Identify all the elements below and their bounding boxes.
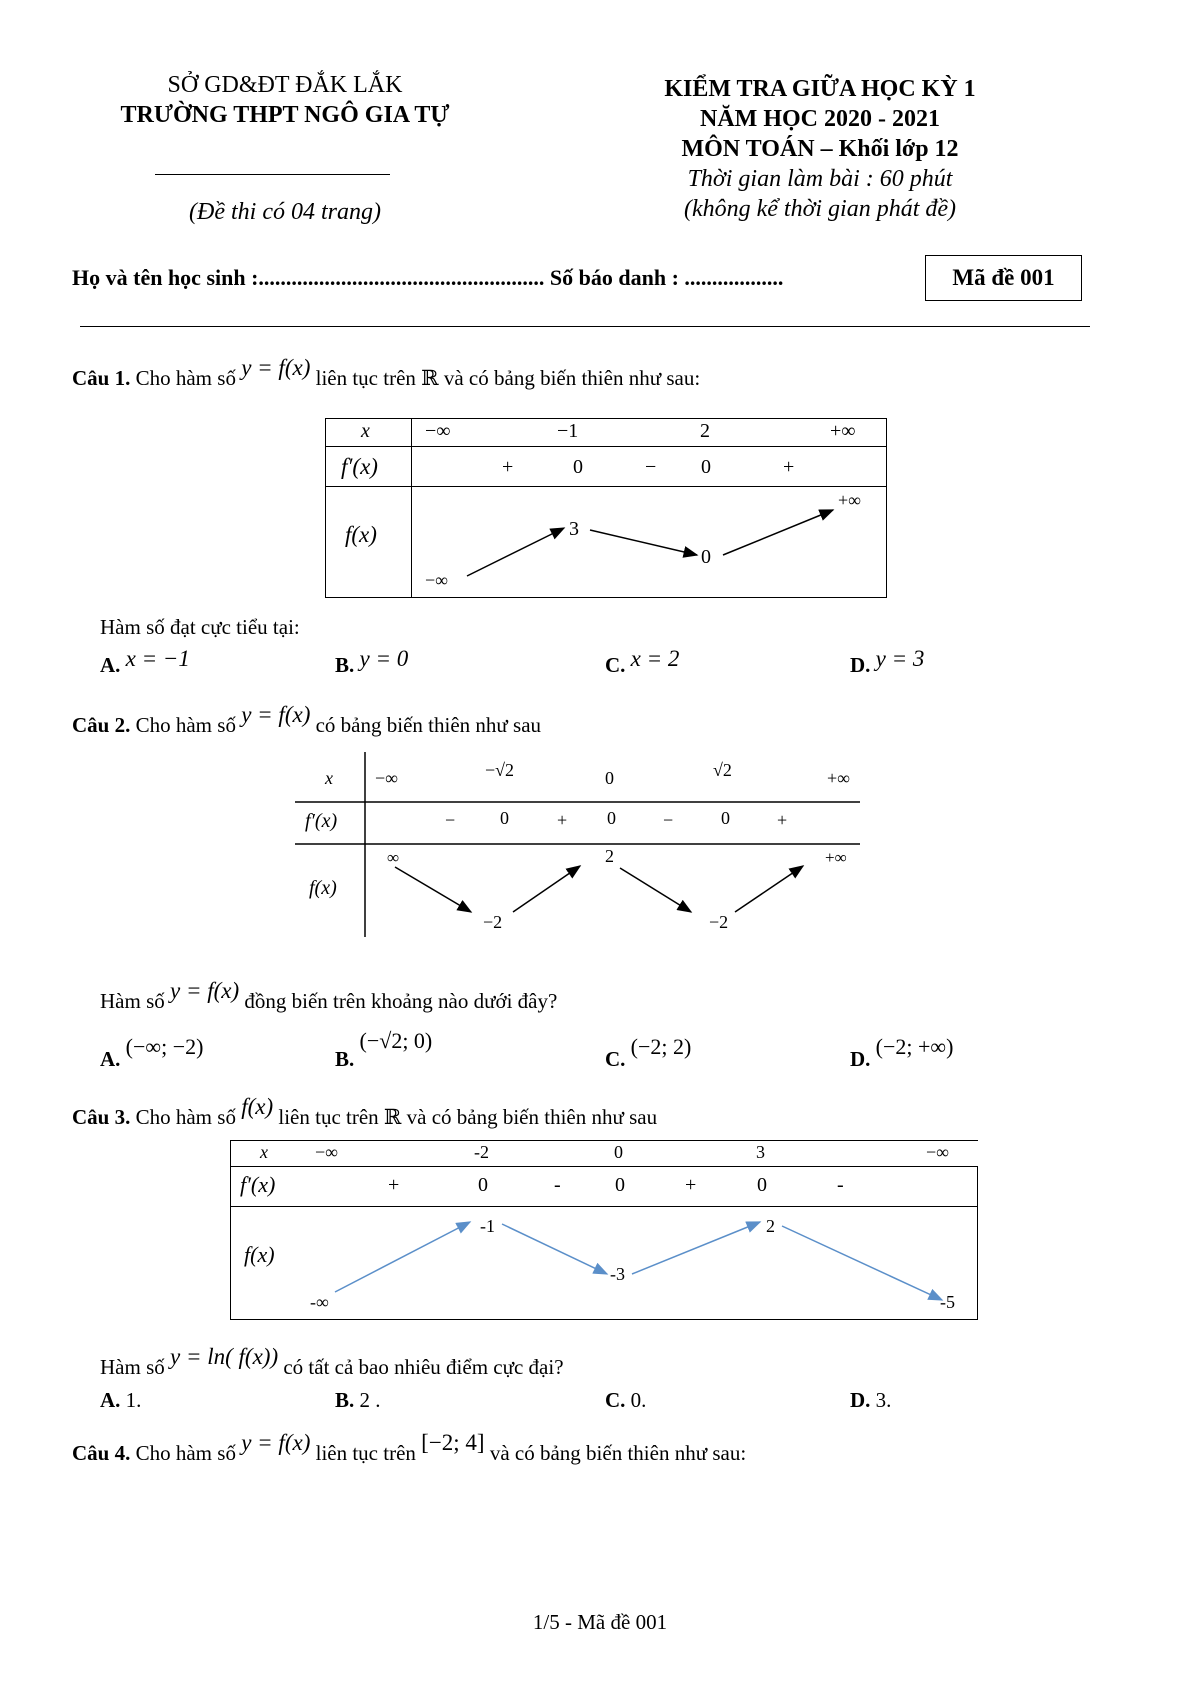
exam-title: KIỂM TRA GIỮA HỌC KỲ 1 xyxy=(664,76,976,102)
question-2-options xyxy=(0,1028,1200,1082)
question-4-label: Câu 4. xyxy=(72,1441,131,1465)
t2-sign-3: 0 xyxy=(607,808,616,828)
q1-text-2: liên tục trên ℝ và có bảng biến thiên như sau: xyxy=(315,366,701,390)
t1-x-3: +∞ xyxy=(830,420,856,442)
school-year: NĂM HỌC 2020 - 2021 xyxy=(700,106,940,132)
exam-header xyxy=(600,74,1040,224)
question-3-label: Câu 3. xyxy=(72,1105,131,1129)
time-note: (không kể thời gian phát đề) xyxy=(683,196,957,222)
t3-val-1: -1 xyxy=(480,1216,495,1236)
q4-math-1: y = f(x) xyxy=(241,1430,311,1455)
q1-math-1: y = f(x) xyxy=(241,355,311,380)
q1-option-a[interactable]: A. x = −1 xyxy=(100,646,190,677)
question-2-stem xyxy=(72,702,542,738)
q2-option-d[interactable]: D. (−2; +∞) xyxy=(850,1034,954,1071)
t3-sign-4: + xyxy=(685,1174,697,1196)
header-divider xyxy=(155,174,390,175)
school-name: TRƯỜNG THPT NGÔ GIA TỰ xyxy=(120,102,450,128)
t1-sign-0: + xyxy=(502,456,514,478)
variation-table-2 xyxy=(295,752,865,937)
q3-prompt-text-1: Hàm số xyxy=(100,1355,165,1379)
t1-x-2: 2 xyxy=(700,420,710,442)
t2-sign-4: − xyxy=(663,810,674,830)
t3-x-0: −∞ xyxy=(315,1142,338,1162)
t3-row-x: x xyxy=(260,1142,268,1162)
student-info-line: Họ và tên học sinh :.................................................... Số báo danh : .................. xyxy=(72,265,784,290)
variation-table-1 xyxy=(325,418,887,598)
q2-prompt-text-2: đồng biến trên khoảng nào dưới đây? xyxy=(244,989,558,1013)
t3-arrows xyxy=(230,1140,978,1320)
t1-row-f: f(x) xyxy=(345,522,377,547)
t2-x-3: √2 xyxy=(713,760,732,780)
t1-sign-2: − xyxy=(645,456,657,478)
q2-text-2: có bảng biến thiên như sau xyxy=(315,713,542,737)
t2-sign-5: 0 xyxy=(721,808,730,828)
t1-row-x: x xyxy=(361,420,370,442)
t2-val-1: −2 xyxy=(483,912,503,932)
info-divider xyxy=(80,326,1090,327)
q4-text-1: Cho hàm số xyxy=(135,1441,236,1465)
t1-val-3: +∞ xyxy=(838,490,861,510)
t1-val-0: −∞ xyxy=(425,570,448,590)
t3-sign-1: 0 xyxy=(478,1174,488,1196)
q2-option-c[interactable]: C. (−2; 2) xyxy=(605,1034,692,1071)
q3-text-1: Cho hàm số xyxy=(135,1105,236,1129)
question-1-label: Câu 1. xyxy=(72,366,131,390)
t3-sign-0: + xyxy=(388,1174,400,1196)
t1-val-1: 3 xyxy=(569,518,579,540)
t3-x-1: -2 xyxy=(474,1142,489,1162)
question-2-prompt xyxy=(100,978,558,1014)
department-name: SỞ GD&ĐT ĐẮK LẮK xyxy=(167,72,403,98)
t3-sign-5: 0 xyxy=(757,1174,767,1196)
question-1-options xyxy=(0,646,1200,688)
q3-option-b[interactable]: B. 2 . xyxy=(335,1388,381,1412)
page-count-note: (Đề thi có 04 trang) xyxy=(189,199,381,225)
t2-val-4: +∞ xyxy=(825,848,847,867)
t2-x-4: +∞ xyxy=(827,768,850,788)
q2-prompt-text-1: Hàm số xyxy=(100,989,165,1013)
t3-val-2: -3 xyxy=(610,1264,625,1284)
t2-sign-1: 0 xyxy=(500,808,509,828)
question-2-label: Câu 2. xyxy=(72,713,131,737)
t2-sign-2: + xyxy=(557,810,568,830)
t3-sign-2: - xyxy=(554,1174,561,1196)
t2-val-2: 2 xyxy=(605,846,614,866)
exam-code-box: Mã đề 001 xyxy=(925,255,1082,301)
t1-x-1: −1 xyxy=(557,420,579,442)
t1-row-fp: f′(x) xyxy=(341,454,378,479)
question-3-options xyxy=(0,1388,1200,1418)
time-limit: Thời gian làm bài : 60 phút xyxy=(687,166,953,192)
t2-x-0: −∞ xyxy=(375,768,398,788)
q3-math-1: f(x) xyxy=(241,1094,274,1119)
question-4-stem xyxy=(72,1430,747,1466)
t2-row-fp: f′(x) xyxy=(305,810,338,832)
t1-sign-4: + xyxy=(783,456,795,478)
t3-row-fp: f′(x) xyxy=(240,1172,276,1197)
subject: MÔN TOÁN – Khối lớp 12 xyxy=(681,136,959,162)
q1-text-1: Cho hàm số xyxy=(135,366,236,390)
q3-prompt-math: y = ln( f(x)) xyxy=(170,1344,279,1369)
q2-option-a[interactable]: A. (−∞; −2) xyxy=(100,1034,204,1071)
variation-table-3 xyxy=(230,1140,978,1320)
t1-sign-3: 0 xyxy=(701,456,711,478)
q2-option-b[interactable]: B. (−√2; 0) xyxy=(335,1028,433,1071)
t1-arrows xyxy=(325,418,887,598)
t3-val-4: -5 xyxy=(940,1292,955,1312)
t3-row-f: f(x) xyxy=(244,1242,275,1267)
q2-prompt-math: y = f(x) xyxy=(170,978,240,1003)
question-1-stem xyxy=(72,355,701,391)
t3-val-0: -∞ xyxy=(310,1292,329,1312)
t1-val-2: 0 xyxy=(701,546,711,568)
q1-option-c[interactable]: C. x = 2 xyxy=(605,646,680,677)
q3-option-a[interactable]: A. 1. xyxy=(100,1388,142,1412)
q3-text-2: liên tục trên ℝ và có bảng biến thiên như sau xyxy=(278,1105,658,1129)
t2-x-1: −√2 xyxy=(485,760,515,780)
q3-option-d[interactable]: D. 3. xyxy=(850,1388,892,1412)
t1-sign-1: 0 xyxy=(573,456,583,478)
t3-x-3: 3 xyxy=(756,1142,765,1162)
t3-sign-6: - xyxy=(837,1174,844,1196)
t2-sign-6: + xyxy=(777,810,788,830)
q2-math-1: y = f(x) xyxy=(241,702,311,727)
q1-option-d[interactable]: D. y = 3 xyxy=(850,646,925,677)
q3-option-c[interactable]: C. 0. xyxy=(605,1388,647,1412)
question-3-prompt xyxy=(100,1344,564,1380)
q3-prompt-text-2: có tất cả bao nhiêu điểm cực đại? xyxy=(283,1355,564,1379)
t2-sign-0: − xyxy=(445,810,456,830)
t3-val-3: 2 xyxy=(766,1216,775,1236)
t2-x-2: 0 xyxy=(605,768,614,788)
question-1-prompt: Hàm số đạt cực tiểu tại: xyxy=(100,615,300,639)
q4-math-2: [−2; 4] xyxy=(421,1430,485,1455)
q1-option-b[interactable]: B. y = 0 xyxy=(335,646,409,677)
t2-row-x: x xyxy=(325,768,333,788)
t1-x-0: −∞ xyxy=(425,420,451,442)
page-footer: 1/5 - Mã đề 001 xyxy=(532,1610,668,1634)
question-3-stem xyxy=(72,1094,658,1130)
t2-val-3: −2 xyxy=(709,912,729,932)
school-header xyxy=(60,70,510,130)
t2-val-0: ∞ xyxy=(387,848,400,867)
t2-row-f: f(x) xyxy=(309,877,337,899)
q4-text-2: liên tục trên xyxy=(315,1441,416,1465)
q4-text-3: và có bảng biến thiên như sau: xyxy=(489,1441,747,1465)
t3-x-4: −∞ xyxy=(926,1142,949,1162)
t3-sign-3: 0 xyxy=(615,1174,625,1196)
q2-text-1: Cho hàm số xyxy=(135,713,236,737)
t3-x-2: 0 xyxy=(614,1142,623,1162)
